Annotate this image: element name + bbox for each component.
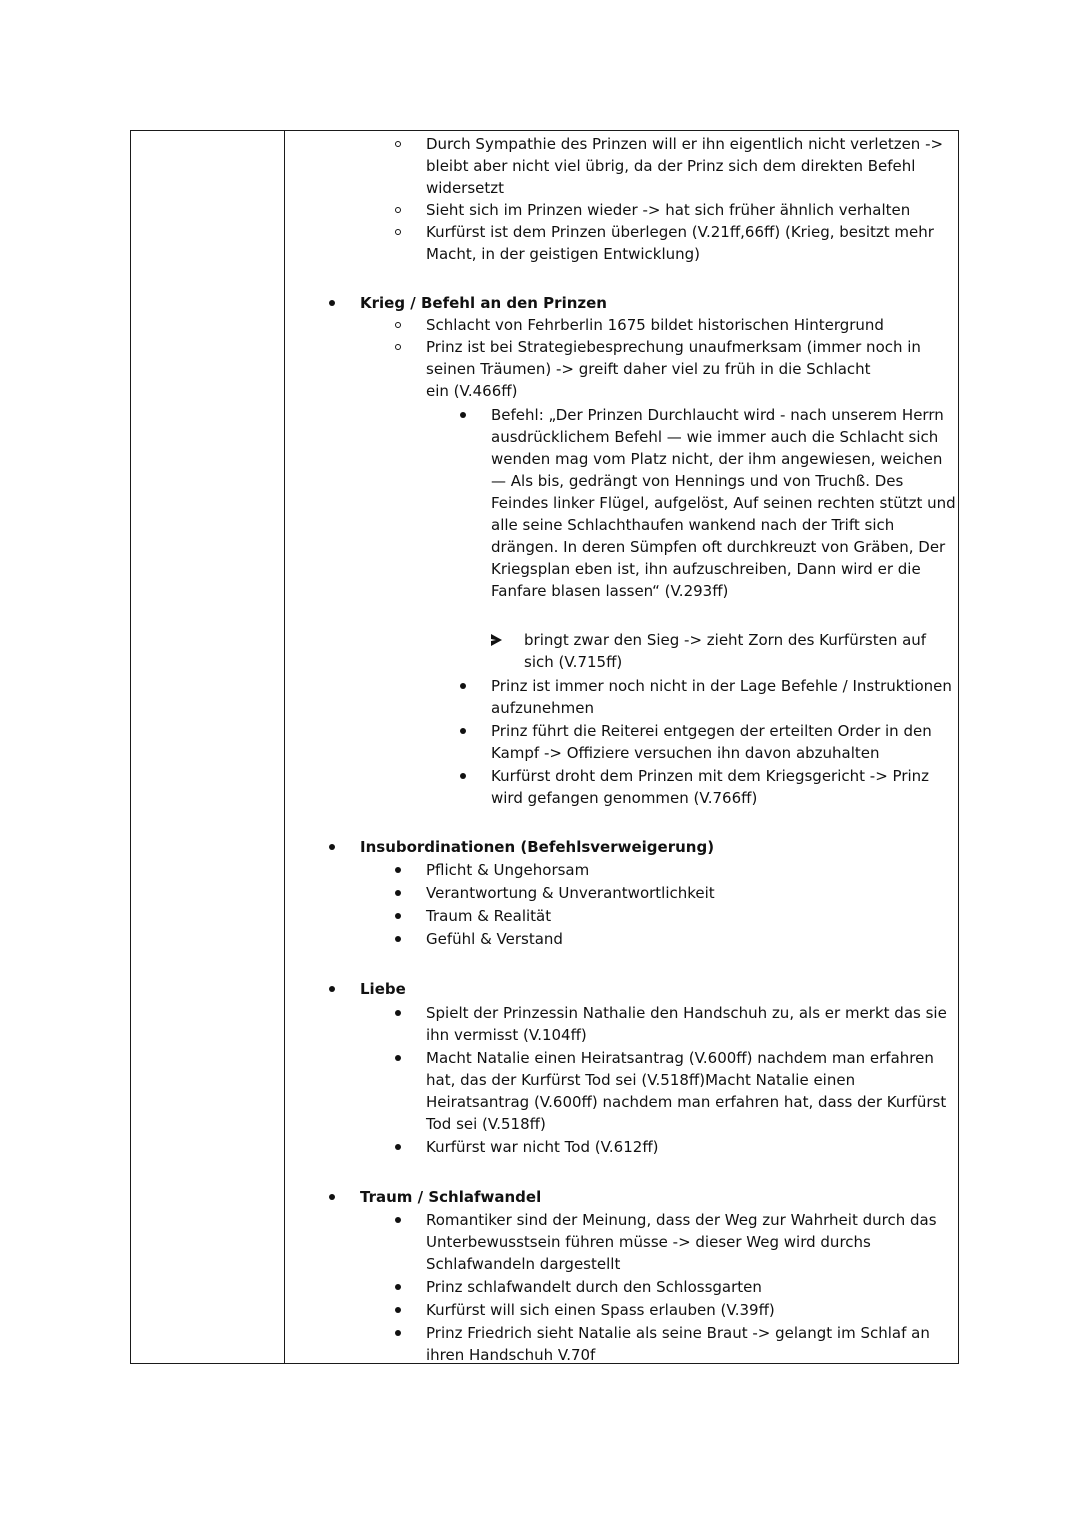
note-text-line: Prinz Friedrich sieht Natalie als seine Braut -> gelangt im Schlaf an — [426, 1324, 930, 1342]
note-text-line: Unterbewusstsein führen müsse -> dieser Weg wird durchs — [426, 1233, 871, 1251]
bullet-dot-icon — [395, 1330, 401, 1336]
bullet-circle-icon — [395, 344, 401, 350]
note-text-line: ausdrücklichem Befehl — wie immer auch die Schlacht sich — [491, 428, 939, 446]
note-text-line: Verantwortung & Unverantwortlichkeit — [426, 884, 715, 902]
note-text-line: Tod sei (V.518ff) — [426, 1115, 546, 1133]
bullet-dot-icon — [395, 1144, 401, 1150]
note-text-line: sich (V.715ff) — [524, 653, 623, 671]
bullet-circle-icon — [395, 322, 401, 328]
bullet-circle-icon — [395, 229, 401, 235]
note-text-line: Kriegsplan eben ist, ihn aufzuschreiben, Dann wird er die — [491, 560, 921, 578]
bullet-dot-icon — [395, 913, 401, 919]
note-text-line: Kampf -> Offiziere versuchen ihn davon abzuhalten — [491, 744, 880, 762]
note-text-line: Macht Natalie einen Heiratsantrag (V.600ff) nachdem man erfahren — [426, 1049, 934, 1067]
note-text-line: hat, das der Kurfürst Tod sei (V.518ff)Macht Natalie einen — [426, 1071, 856, 1089]
bullet-dot-icon — [395, 867, 401, 873]
bullet-dot-icon — [460, 683, 466, 689]
note-text-line: Traum & Realität — [426, 907, 552, 925]
note-text-line: Gefühl & Verstand — [426, 930, 563, 948]
bullet-dot-icon — [460, 773, 466, 779]
bullet-dot-icon — [329, 844, 335, 850]
bullet-dot-icon — [395, 1055, 401, 1061]
bullet-dot-icon — [395, 1307, 401, 1313]
bullet-circle-icon — [395, 207, 401, 213]
note-text-line: ihn vermisst (V.104ff) — [426, 1026, 587, 1044]
note-text-line: aufzunehmen — [491, 699, 594, 717]
section-heading: Insubordinationen (Befehlsverweigerung) — [360, 838, 715, 856]
note-text-line: Prinz führt die Reiterei entgegen der erteilten Order in den — [491, 722, 932, 740]
note-text-line: seinen Träumen) -> greift daher viel zu früh in die Schlacht — [426, 360, 871, 378]
section-heading: Liebe — [360, 980, 406, 998]
note-text-line: Macht, in der geistigen Entwicklung) — [426, 245, 701, 263]
note-text-line: Kurfürst war nicht Tod (V.612ff) — [426, 1138, 659, 1156]
bullet-dot-icon — [329, 986, 335, 992]
note-text-line: alle seine Schlachthaufen wankend nach der Trift sich — [491, 516, 895, 534]
note-text-line: Befehl: „Der Prinzen Durchlaucht wird - nach unserem Herrn — [491, 406, 944, 424]
note-text-line: drängen. In deren Sümpfen oft durchkreuzt von Gräben, Der — [491, 538, 946, 556]
note-text-line: Schlafwandeln dargestellt — [426, 1255, 621, 1273]
note-text-line: Pflicht & Ungehorsam — [426, 861, 590, 879]
note-text-line: bringt zwar den Sieg -> zieht Zorn des Kurfürsten auf — [524, 631, 927, 649]
arrow-bullet-icon — [491, 634, 502, 646]
note-text-line: Kurfürst ist dem Prinzen überlegen (V.21ff,66ff) (Krieg, besitzt mehr — [426, 223, 934, 241]
bullet-circle-icon — [395, 141, 401, 147]
note-text-line: wenden mag vom Platz nicht, der ihm angewiesen, weichen — [491, 450, 943, 468]
section-heading: Traum / Schlafwandel — [360, 1188, 542, 1206]
note-text-line: Fanfare blasen lassen“ (V.293ff) — [491, 582, 729, 600]
bullet-dot-icon — [395, 936, 401, 942]
bullet-dot-icon — [395, 1010, 401, 1016]
note-text-line: Kurfürst will sich einen Spass erlauben (V.39ff) — [426, 1301, 775, 1319]
note-text-line: Kurfürst droht dem Prinzen mit dem Kriegsgericht -> Prinz — [491, 767, 930, 785]
bullet-dot-icon — [329, 300, 335, 306]
note-text-line: bleibt aber nicht viel übrig, da der Prinz sich dem direkten Befehl — [426, 157, 916, 175]
bullet-dot-icon — [395, 890, 401, 896]
bullet-dot-icon — [329, 1194, 335, 1200]
note-text-line: widersetzt — [426, 179, 505, 197]
note-text-line: ein (V.466ff) — [426, 382, 518, 400]
note-text-line: Prinz schlafwandelt durch den Schlossgarten — [426, 1278, 762, 1296]
note-text-line: — Als bis, gedrängt von Hennings und von Truchß. Des — [491, 472, 904, 490]
note-text-line: Heiratsantrag (V.600ff) nachdem man erfahren hat, dass der Kurfürst — [426, 1093, 947, 1111]
note-text-line: Feindes linker Flügel, aufgelöst, Auf seinen rechten stützt und — [491, 494, 956, 512]
note-text-line: Spielt der Prinzessin Nathalie den Handschuh zu, als er merkt das sie — [426, 1004, 947, 1022]
note-text-line: Prinz ist immer noch nicht in der Lage Befehle / Instruktionen — [491, 677, 952, 695]
note-text-line: Romantiker sind der Meinung, dass der Weg zur Wahrheit durch das — [426, 1211, 937, 1229]
note-text-line: wird gefangen genommen (V.766ff) — [491, 789, 758, 807]
bullet-dot-icon — [395, 1217, 401, 1223]
column-divider — [284, 131, 285, 1363]
note-text-line: ihren Handschuh V.70f — [426, 1346, 596, 1364]
note-text-line: Schlacht von Fehrberlin 1675 bildet historischen Hintergrund — [426, 316, 884, 334]
bullet-dot-icon — [460, 728, 466, 734]
note-text-line: Durch Sympathie des Prinzen will er ihn eigentlich nicht verletzen -> — [426, 135, 944, 153]
bullet-dot-icon — [460, 412, 466, 418]
section-heading: Krieg / Befehl an den Prinzen — [360, 294, 607, 312]
bullet-dot-icon — [395, 1284, 401, 1290]
note-text-line: Prinz ist bei Strategiebesprechung unaufmerksam (immer noch in — [426, 338, 921, 356]
note-text-line: Sieht sich im Prinzen wieder -> hat sich früher ähnlich verhalten — [426, 201, 911, 219]
